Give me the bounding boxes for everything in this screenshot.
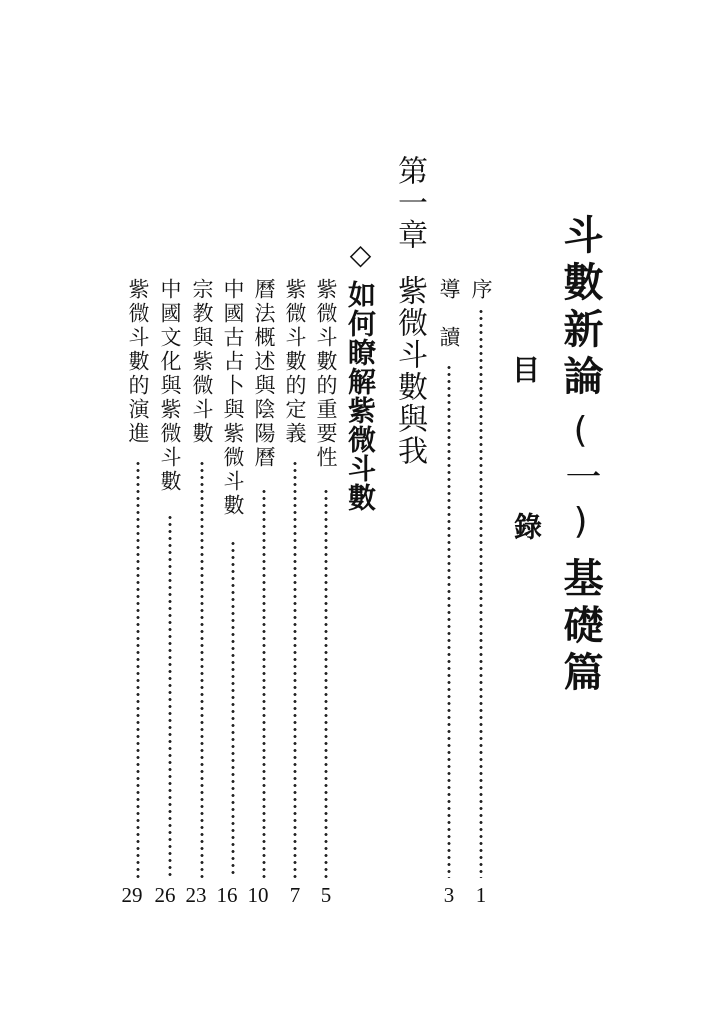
toc-entry-label: 中國文化與紫微斗數 bbox=[158, 278, 182, 494]
toc-entry-label: 紫微斗數的重要性 bbox=[314, 278, 338, 470]
page-number: 5 bbox=[320, 883, 332, 907]
volume-number: (一) bbox=[560, 410, 601, 549]
toc-entry-preface[interactable] bbox=[468, 278, 494, 878]
toc-heading-mu: 目 bbox=[508, 355, 541, 383]
dot-leader bbox=[447, 364, 451, 878]
toc-entry[interactable] bbox=[251, 278, 277, 878]
dot-leader bbox=[136, 460, 140, 878]
page-number: 16 bbox=[216, 883, 238, 907]
toc-entry[interactable] bbox=[125, 278, 151, 878]
toc-entry-label: 宗教與紫微斗數 bbox=[190, 278, 214, 446]
toc-entry-label: 導 讀 bbox=[437, 278, 461, 350]
page-number: 23 bbox=[185, 883, 207, 907]
diamond-icon: ◇ bbox=[344, 238, 377, 272]
dot-leader bbox=[324, 488, 328, 878]
dot-leader bbox=[231, 540, 235, 878]
dot-leader bbox=[293, 460, 297, 878]
toc-entry-label: 紫微斗數的演進 bbox=[126, 278, 150, 446]
toc-entry-label: 中國古占卜與紫微斗數 bbox=[221, 278, 245, 518]
chapter-title: 紫微斗數與我 bbox=[392, 275, 427, 467]
toc-heading-lu: 錄 bbox=[510, 512, 543, 540]
toc-entry[interactable] bbox=[313, 278, 339, 878]
toc-entry[interactable] bbox=[157, 278, 183, 878]
toc-entry-label: 曆法概述與陰陽曆 bbox=[252, 278, 276, 470]
toc-entry-label: 紫微斗數的定義 bbox=[283, 278, 307, 446]
book-title-main: 斗數新論 bbox=[557, 214, 603, 402]
toc-entry[interactable] bbox=[189, 278, 215, 878]
dot-leader bbox=[200, 460, 204, 878]
dot-leader bbox=[479, 308, 483, 878]
page-number: 3 bbox=[443, 883, 455, 907]
toc-entry[interactable] bbox=[282, 278, 308, 878]
page-number: 1 bbox=[475, 883, 487, 907]
toc-entry-label: 序 bbox=[469, 278, 493, 302]
toc-entry[interactable] bbox=[220, 278, 246, 878]
page-number: 7 bbox=[289, 883, 301, 907]
chapter-label: 第一章 bbox=[392, 155, 427, 251]
book-title-sub: 基礎篇 bbox=[557, 557, 603, 698]
dot-leader bbox=[168, 514, 172, 878]
page-number: 10 bbox=[247, 883, 269, 907]
section-title bbox=[344, 238, 377, 512]
book-title bbox=[557, 214, 603, 698]
page-number: 29 bbox=[121, 883, 143, 907]
section-title-text: 如何瞭解紫微斗數 bbox=[344, 280, 377, 512]
page-number: 26 bbox=[154, 883, 176, 907]
toc-entry-guide[interactable] bbox=[436, 278, 462, 878]
dot-leader bbox=[262, 488, 266, 878]
